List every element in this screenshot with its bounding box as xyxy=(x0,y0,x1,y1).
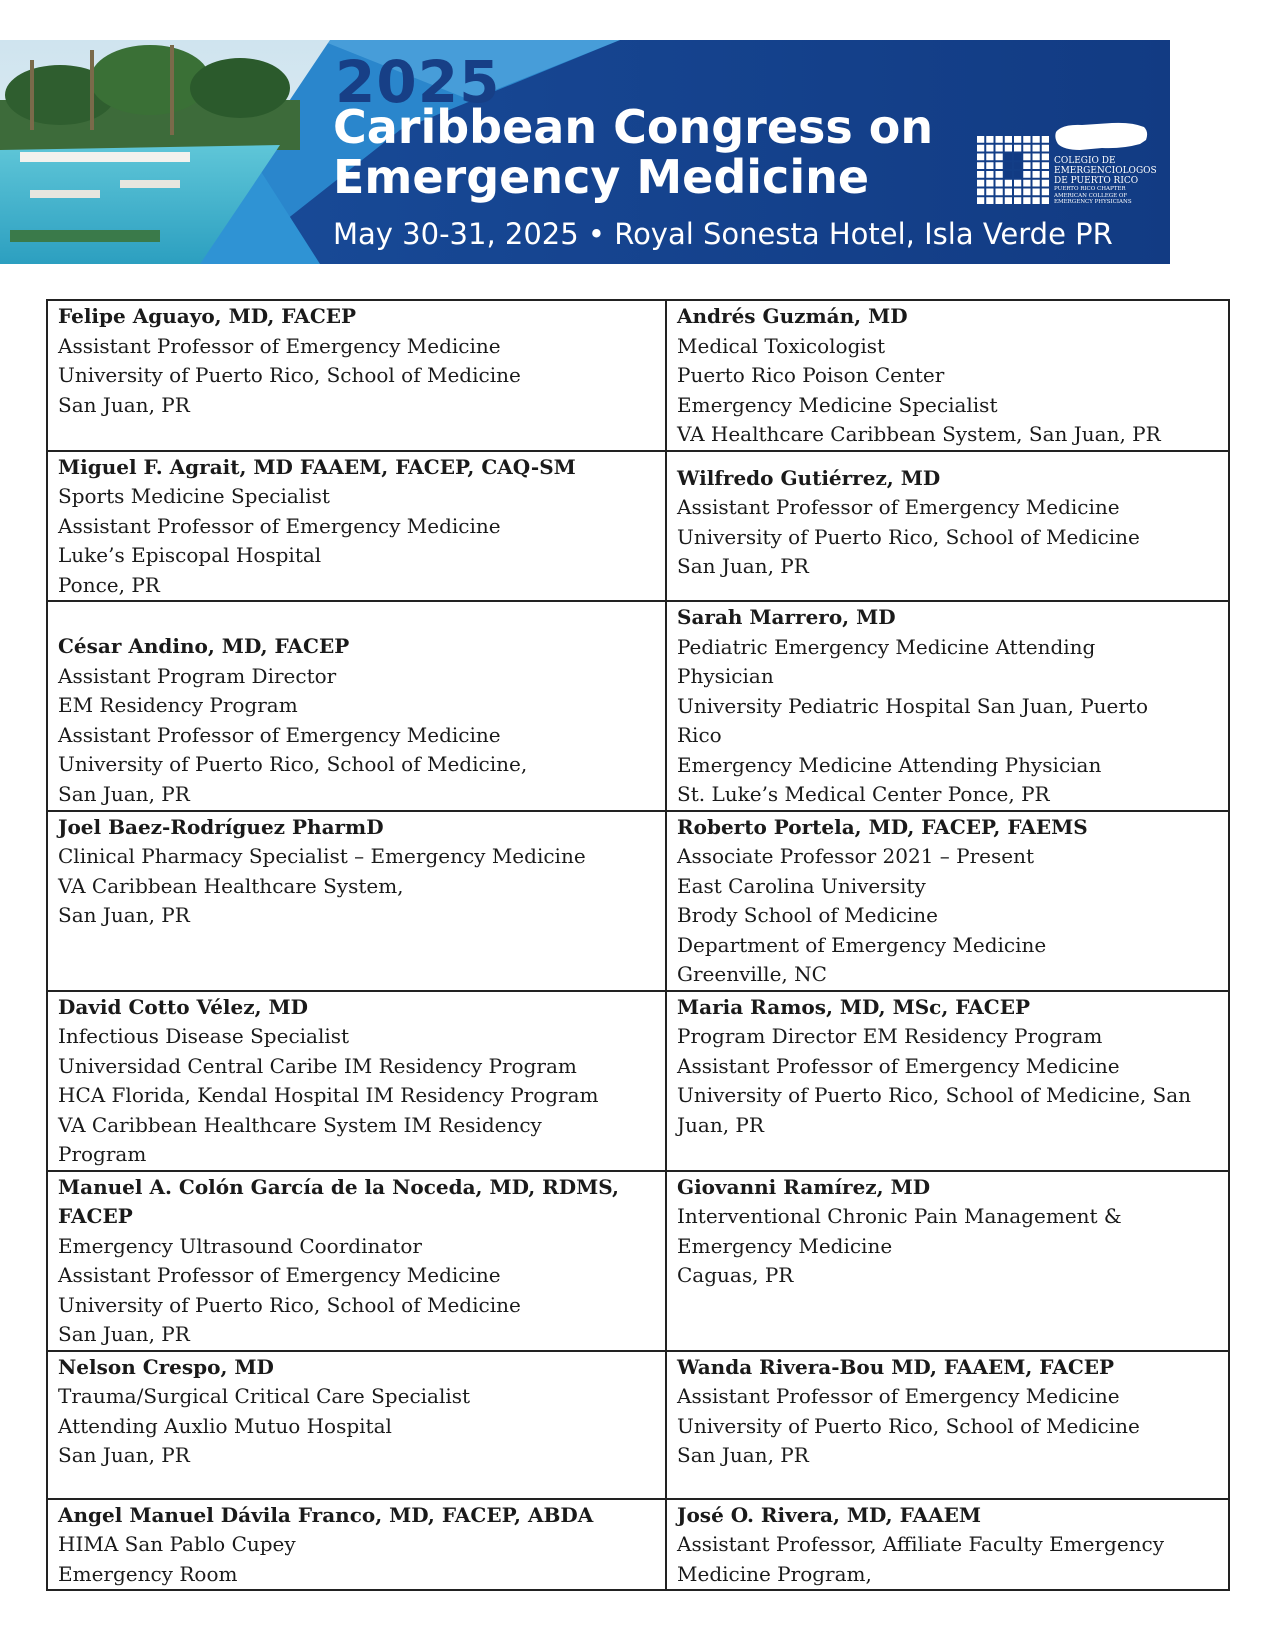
logo-grid-cell xyxy=(996,180,1003,187)
logo-grid-cell xyxy=(1033,162,1040,169)
logo-grid-cell xyxy=(1014,189,1021,196)
logo-grid-cell xyxy=(1005,180,1012,187)
faculty-detail: Greenville, NC xyxy=(677,962,827,986)
faculty-detail: St. Luke’s Medical Center Ponce, PR xyxy=(677,782,1050,806)
logo-grid-cell xyxy=(986,136,993,143)
logo-line-3: DE PUERTO RICO xyxy=(1054,176,1139,186)
faculty-name: Andrés Guzmán, MD xyxy=(677,304,908,328)
faculty-cell xyxy=(47,451,666,602)
faculty-cell xyxy=(47,811,666,991)
logo-small-line-3: EMERGENCY PHYSICIANS xyxy=(1054,199,1132,205)
faculty-cell xyxy=(666,1171,1229,1351)
faculty-detail: Ponce, PR xyxy=(58,572,160,597)
faculty-cell xyxy=(47,1499,666,1591)
faculty-cell xyxy=(666,1499,1229,1591)
faculty-detail: San Juan, PR xyxy=(58,903,190,927)
faculty-name: David Cotto Vélez, MD xyxy=(58,994,308,1019)
logo-small-line-1: PUERTO RICO CHAPTER xyxy=(1054,186,1126,192)
logo-grid-cell xyxy=(1014,171,1021,178)
faculty-detail: Assistant Professor of Emergency Medicine xyxy=(58,333,501,358)
faculty-cell xyxy=(666,601,1229,811)
logo-grid-cell xyxy=(1023,189,1030,196)
faculty-detail: HIMA San Pablo Cupey xyxy=(58,1532,296,1556)
faculty-detail: University of Puerto Rico, School of Medicine xyxy=(677,1413,1140,1438)
logo-grid-cell xyxy=(1014,180,1021,187)
faculty-name: Wilfredo Gutiérrez, MD xyxy=(677,465,941,490)
faculty-detail: Sports Medicine Specialist xyxy=(58,484,330,508)
banner-title-line-2: Emergency Medicine xyxy=(333,150,870,204)
logo-grid-cell xyxy=(1005,145,1012,152)
faculty-name: Maria Ramos, MD, MSc, FACEP xyxy=(677,994,1031,1019)
faculty-detail: University of Puerto Rico, School of Medicine xyxy=(58,363,521,387)
faculty-detail: Department of Emergency Medicine xyxy=(677,932,1047,957)
faculty-detail: Clinical Pharmacy Specialist – Emergency Medicine xyxy=(58,844,586,868)
logo-grid-cell xyxy=(1042,145,1049,152)
logo-grid-cell xyxy=(1033,145,1040,152)
logo-grid-cell xyxy=(1033,189,1040,196)
logo-grid-cell xyxy=(1023,154,1030,161)
faculty-detail: Associate Professor 2021 – Present xyxy=(677,844,1035,868)
logo-grid-cell xyxy=(996,136,1003,143)
faculty-detail: Trauma/Surgical Critical Care Specialist xyxy=(58,1384,471,1408)
spacer xyxy=(58,603,655,632)
faculty-detail: Assistant Professor of Emergency Medicine xyxy=(677,1053,1120,1078)
faculty-detail: Program xyxy=(58,1142,147,1166)
logo-grid-cell xyxy=(996,189,1003,196)
logo-grid-cell xyxy=(1005,154,1012,161)
logo-grid-cell xyxy=(1014,145,1021,152)
faculty-detail: University Pediatric Hospital San Juan, Puerto xyxy=(677,693,1149,718)
faculty-name: Nelson Crespo, MD xyxy=(58,1354,274,1379)
logo-grid-cell xyxy=(996,145,1003,152)
banner-title-line-1: Caribbean Congress on xyxy=(333,100,934,154)
faculty-name: Manuel A. Colón García de la Noceda, MD, RDMS, FACEP xyxy=(58,1174,619,1228)
faculty-cell xyxy=(47,1171,666,1351)
logo-grid-cell xyxy=(1023,180,1030,187)
table-row xyxy=(47,601,1229,811)
logo-grid-cell xyxy=(977,171,984,178)
faculty-detail: Attending Auxlio Mutuo Hospital xyxy=(58,1413,392,1438)
faculty-detail: EM Residency Program xyxy=(58,693,298,717)
logo-grid-cell xyxy=(996,154,1003,161)
organization-logo-grid xyxy=(976,135,1050,205)
faculty-detail: University of Puerto Rico, School of Medicine, San xyxy=(677,1083,1192,1107)
faculty-detail: Juan, PR xyxy=(677,1112,764,1137)
faculty-detail: San Juan, PR xyxy=(677,1443,809,1467)
logo-grid-cell xyxy=(986,189,993,196)
logo-grid-cell xyxy=(1005,136,1012,143)
faculty-detail: Emergency Medicine xyxy=(677,1233,893,1258)
faculty-detail: Pediatric Emergency Medicine Attending xyxy=(677,634,1096,659)
logo-grid-cell xyxy=(996,197,1003,204)
logo-grid-cell xyxy=(996,162,1003,169)
faculty-detail: Assistant Professor of Emergency Medicine xyxy=(58,1263,501,1287)
faculty-cell xyxy=(666,300,1229,451)
faculty-name: Wanda Rivera-Bou MD, FAAEM, FACEP xyxy=(677,1354,1115,1379)
faculty-detail: Assistant Professor of Emergency Medicine xyxy=(58,722,501,747)
logo-grid-cell xyxy=(1014,197,1021,204)
faculty-name: Roberto Portela, MD, FACEP, FAEMS xyxy=(677,814,1088,839)
table-row xyxy=(47,451,1229,602)
logo-grid-cell xyxy=(996,171,1003,178)
faculty-name: Sarah Marrero, MD xyxy=(677,605,896,629)
logo-grid-cell xyxy=(1042,136,1049,143)
table-row xyxy=(47,811,1229,991)
faculty-name: José O. Rivera, MD, FAAEM xyxy=(677,1502,982,1527)
faculty-detail: Rico xyxy=(677,723,722,747)
logo-grid-cell xyxy=(977,189,984,196)
logo-grid-cell xyxy=(1033,154,1040,161)
logo-line-1: COLEGIO DE xyxy=(1054,156,1116,166)
faculty-name: Joel Baez-Rodríguez PharmD xyxy=(58,814,384,839)
faculty-detail: Interventional Chronic Pain Management & xyxy=(677,1204,1122,1228)
faculty-detail: San Juan, PR xyxy=(677,554,809,578)
faculty-name: Miguel F. Agrait, MD FAAEM, FACEP, CAQ-SM xyxy=(58,454,576,479)
table-row xyxy=(47,1171,1229,1351)
logo-grid-cell xyxy=(977,197,984,204)
faculty-cell xyxy=(47,1351,666,1499)
faculty-detail: San Juan, PR xyxy=(58,1443,190,1467)
logo-grid-cell xyxy=(986,154,993,161)
logo-grid-cell xyxy=(1033,171,1040,178)
faculty-detail: Emergency Ultrasound Coordinator xyxy=(58,1233,422,1258)
faculty-detail: Infectious Disease Specialist xyxy=(58,1024,350,1048)
faculty-detail: Emergency Medicine Specialist xyxy=(677,392,998,417)
table-row xyxy=(47,1351,1229,1499)
logo-grid-cell xyxy=(986,180,993,187)
faculty-cell xyxy=(666,811,1229,991)
logo-grid-cell xyxy=(977,145,984,152)
logo-grid-cell xyxy=(986,145,993,152)
faculty-detail: VA Caribbean Healthcare System, xyxy=(58,873,404,898)
logo-grid-cell xyxy=(1042,162,1049,169)
faculty-detail: Assistant Professor of Emergency Medicine xyxy=(677,1384,1120,1408)
event-banner xyxy=(0,40,1170,264)
faculty-detail: HCA Florida, Kendal Hospital IM Residency Program xyxy=(58,1083,599,1107)
logo-grid-cell xyxy=(1042,197,1049,204)
logo-grid-cell xyxy=(1023,145,1030,152)
banner-title xyxy=(333,102,933,202)
faculty-name: César Andino, MD, FACEP xyxy=(58,634,350,658)
logo-grid-cell xyxy=(977,180,984,187)
banner-year: 2025 xyxy=(335,48,501,116)
logo-grid-cell xyxy=(1042,171,1049,178)
faculty-detail: Assistant Program Director xyxy=(58,663,337,688)
logo-grid-cell xyxy=(986,162,993,169)
logo-grid-cell xyxy=(1005,171,1012,178)
logo-grid-cell xyxy=(1005,162,1012,169)
logo-grid-cell xyxy=(977,136,984,143)
puerto-rico-island-icon xyxy=(1052,118,1152,158)
logo-small-line-2: AMERICAN COLLEGE OF xyxy=(1054,192,1128,199)
logo-grid-cell xyxy=(986,171,993,178)
table-row xyxy=(47,300,1229,451)
logo-grid-cell xyxy=(1033,197,1040,204)
logo-grid-cell xyxy=(1042,189,1049,196)
faculty-detail: Program Director EM Residency Program xyxy=(677,1024,1103,1048)
faculty-cell xyxy=(666,451,1229,602)
faculty-detail: VA Caribbean Healthcare System IM Residency xyxy=(58,1112,542,1137)
logo-grid-cell xyxy=(1014,136,1021,143)
faculty-detail: University of Puerto Rico, School of Medicine xyxy=(58,1292,521,1317)
faculty-detail: Medicine Program, xyxy=(677,1561,872,1586)
faculty-name: Giovanni Ramírez, MD xyxy=(677,1174,931,1199)
faculty-detail: San Juan, PR xyxy=(58,781,190,806)
faculty-table xyxy=(46,299,1230,1591)
faculty-detail: Assistant Professor, Affiliate Faculty Emergency xyxy=(677,1532,1165,1556)
resort-pool-photo xyxy=(0,40,340,264)
faculty-name: Angel Manuel Dávila Franco, MD, FACEP, ABDA xyxy=(58,1502,594,1527)
faculty-detail: Puerto Rico Poison Center xyxy=(677,363,945,387)
logo-grid-cell xyxy=(1042,154,1049,161)
faculty-cell xyxy=(47,601,666,811)
faculty-name: Felipe Aguayo, MD, FACEP xyxy=(58,304,357,328)
logo-grid-cell xyxy=(1023,197,1030,204)
banner-subtitle: May 30-31, 2025 • Royal Sonesta Hotel, Isla Verde PR xyxy=(333,217,1113,251)
faculty-cell xyxy=(666,991,1229,1171)
table-row xyxy=(47,991,1229,1171)
faculty-detail: University of Puerto Rico, School of Medicine, xyxy=(58,752,528,776)
faculty-cell xyxy=(47,991,666,1171)
logo-grid-cell xyxy=(1033,136,1040,143)
logo-grid-cell xyxy=(1014,154,1021,161)
logo-grid-cell xyxy=(977,162,984,169)
faculty-detail: East Carolina University xyxy=(677,873,926,898)
logo-grid-cell xyxy=(1023,171,1030,178)
logo-grid-cell xyxy=(1005,189,1012,196)
faculty-detail: VA Healthcare Caribbean System, San Juan, PR xyxy=(677,422,1161,446)
organization-logo-text xyxy=(1054,156,1168,206)
faculty-detail: San Juan, PR xyxy=(58,1322,190,1346)
logo-grid-cell xyxy=(1033,180,1040,187)
faculty-detail: Assistant Professor of Emergency Medicine xyxy=(58,513,501,538)
faculty-detail: Physician xyxy=(677,664,774,688)
faculty-cell xyxy=(47,300,666,451)
logo-grid-cell xyxy=(1023,136,1030,143)
logo-grid-cell xyxy=(986,197,993,204)
faculty-detail: Caguas, PR xyxy=(677,1263,794,1287)
faculty-detail: Emergency Medicine Attending Physician xyxy=(677,752,1102,777)
table-row xyxy=(47,1499,1229,1591)
logo-grid-cell xyxy=(1005,197,1012,204)
faculty-detail: University of Puerto Rico, School of Medicine xyxy=(677,524,1140,549)
faculty-detail: San Juan, PR xyxy=(58,392,190,417)
logo-grid-cell xyxy=(977,154,984,161)
faculty-detail: Emergency Room xyxy=(58,1561,238,1586)
faculty-detail: Luke’s Episcopal Hospital xyxy=(58,543,322,567)
logo-line-2: EMERGENCIOLOGOS xyxy=(1054,166,1157,176)
faculty-detail: Universidad Central Caribe IM Residency Program xyxy=(58,1053,577,1078)
logo-grid-cell xyxy=(1023,162,1030,169)
faculty-detail: Medical Toxicologist xyxy=(677,333,886,358)
logo-grid-cell xyxy=(1014,162,1021,169)
faculty-cell xyxy=(666,1351,1229,1499)
logo-grid-cell xyxy=(1042,180,1049,187)
faculty-detail: Assistant Professor of Emergency Medicine xyxy=(677,495,1120,519)
faculty-detail: Brody School of Medicine xyxy=(677,903,939,927)
